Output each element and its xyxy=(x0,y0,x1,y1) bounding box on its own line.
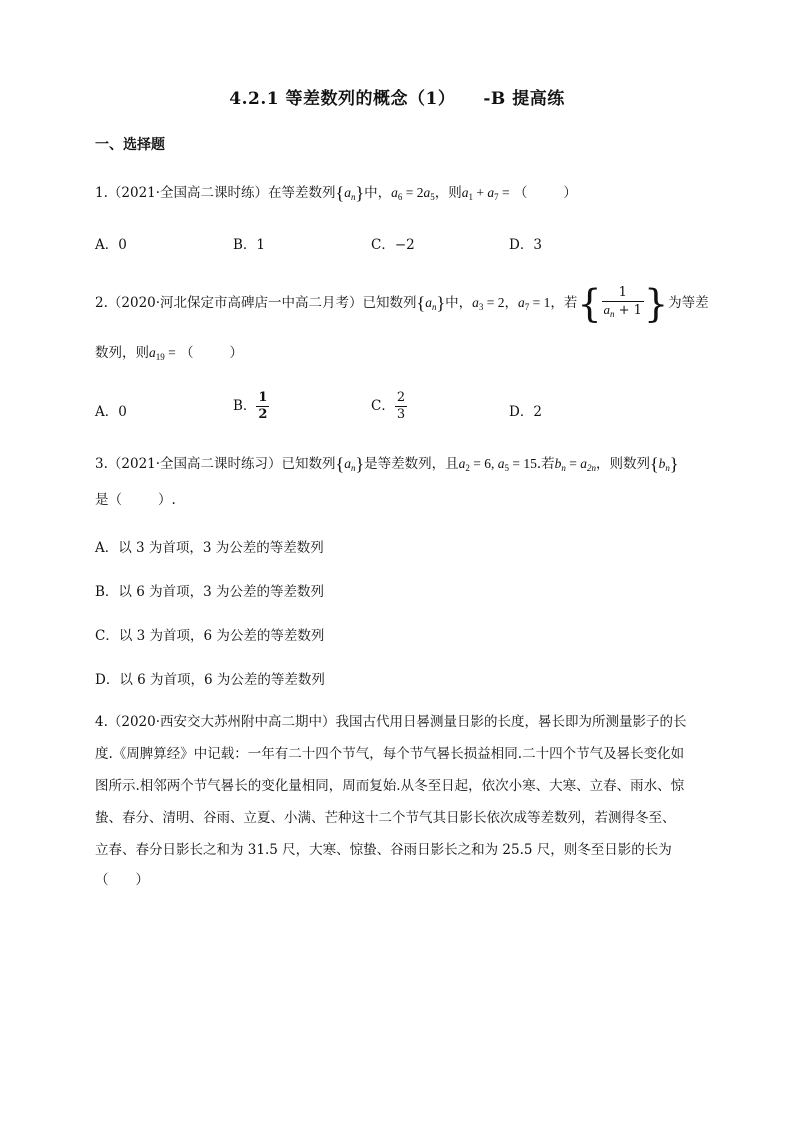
q2-option-b[interactable]: B． $\frac{1}{2}$ xyxy=(233,390,268,422)
q2-option-d[interactable]: D．2 xyxy=(509,404,542,420)
question-2-cont: 数列，则$a_{19}$ = （ ） xyxy=(95,345,244,362)
question-2: 2.（2020·河北保定市高碑店一中高二月考）已知数列$\{a_n\}$中，$a_3 = 2$，$a_7 = 1$，若{ $\frac{1}{a_n + 1}$ }为等差 xyxy=(95,281,709,326)
q3-option-c[interactable]: C．以 3 为首项，6 为公差的等差数列 xyxy=(95,628,325,644)
question-4-line-1: 4.（2020·西安交大苏州附中高二期中）我国古代用日晷测量日影的长度，晷长即为所测量影子的长 xyxy=(95,714,687,730)
question-4-line-5: 立春、春分日影长之和为 31.5 尺，大寒、惊蛰、谷雨日影长之和为 25.5 尺，则冬至日影的长为 xyxy=(95,842,672,858)
question-4-line-2: 度.《周脾算经》中记载：一年有二十四个节气，每个节气晷长损益相同.二十四个节气及晷长变化如 xyxy=(95,746,685,762)
q2-option-c[interactable]: C． $\frac{2}{3}$ xyxy=(371,390,406,422)
question-3: 3.（2021·全国高二课时练习）已知数列$\{a_n\}$是等差数列，且$a_2 = 6$, $a_5 = 15$.若$b_n = a_{2n}$，则数列$\{b_n\}$ xyxy=(95,454,679,474)
q2-option-a[interactable]: A．0 xyxy=(95,404,127,420)
q1-option-a[interactable]: A．0 xyxy=(95,237,127,253)
page-title xyxy=(0,84,794,109)
title-suffix: -B 提高练 xyxy=(483,89,565,109)
q1-option-d[interactable]: D．3 xyxy=(509,237,542,253)
q1-option-b[interactable]: B．1 xyxy=(233,237,266,253)
q1-option-c[interactable]: C．−2 xyxy=(371,237,415,253)
q3-option-d[interactable]: D．以 6 为首项，6 为公差的等差数列 xyxy=(95,672,325,688)
question-4-line-6: （ ） xyxy=(95,872,149,888)
question-4-line-3: 图所示.相邻两个节气晷长的变化量相同，周而复始.从冬至日起，依次小寒、大寒、立春、雨水、惊 xyxy=(95,778,685,794)
question-3-cont: 是（ ）. xyxy=(95,492,176,508)
question-1: 1.（2021·全国高二课时练）在等差数列$\{a_n\}$中，$a_6 = 2a_5$，则$a_1 + a_7$ = （ ） xyxy=(95,183,577,203)
q3-option-b[interactable]: B．以 6 为首项，3 为公差的等差数列 xyxy=(95,584,324,600)
question-4-line-4: 蛰、春分、清明、谷雨、立夏、小满、芒种这十二个节气其日影长依次成等差数列，若测得冬至、 xyxy=(95,810,676,826)
q3-option-a[interactable]: A．以 3 为首项，3 为公差的等差数列 xyxy=(95,540,324,556)
title-main: 4.2.1 等差数列的概念（1） xyxy=(229,89,456,109)
section-heading: 一、选择题 xyxy=(95,137,165,153)
